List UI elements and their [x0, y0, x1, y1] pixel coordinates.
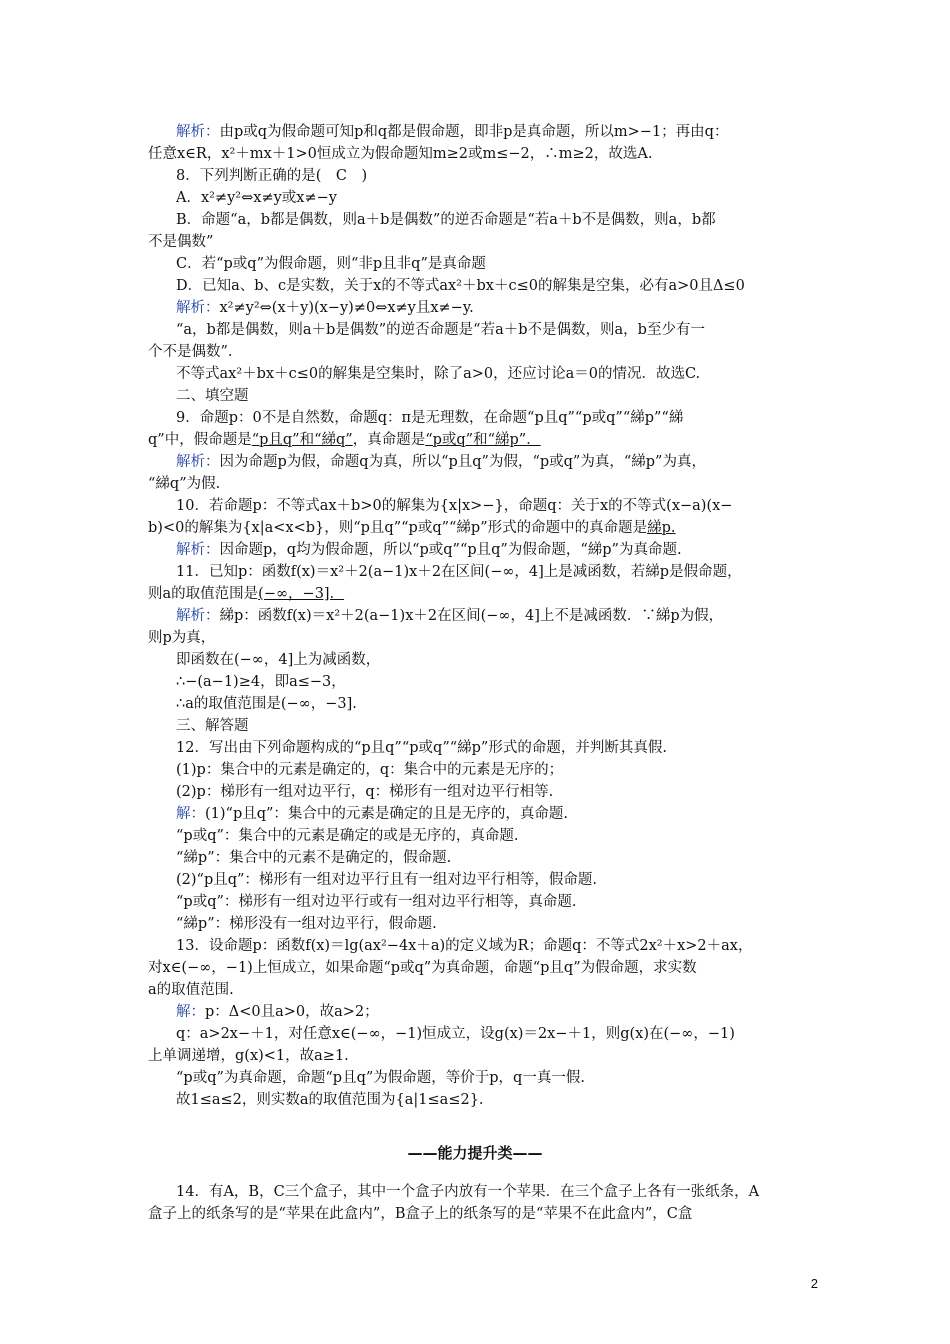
question-14: 14．有A，B，C三个盒子，其中一个盒子内放有一个苹果．在三个盒子上各有一张纸条，A [176, 1184, 760, 1200]
text-line: 不等式ax²＋bx＋c≤0的解集是空集时，除了a>0，还应讨论a＝0的情况．故选C. [176, 366, 701, 382]
answer-blank: “p或q”和“綈p”． [425, 432, 541, 448]
text-line: (2)p：梯形有一组对边平行，q：梯形有一组对边平行相等. [176, 784, 554, 800]
option-b: B．命题“a，b都是偶数，则a＋b是偶数”的逆否命题是“若a＋b不是偶数，则a，b都 [176, 212, 716, 228]
text-line: (1)p：集合中的元素是确定的，q：集合中的元素是无序的； [176, 762, 564, 778]
text-line: 上单调递增，g(x)<1，故a≥1. [148, 1048, 349, 1064]
section-heading: 二、填空题 [176, 388, 249, 404]
answer-blank: 綈p. [647, 520, 676, 536]
text-line: a的取值范围. [148, 982, 234, 998]
text-line: “綈p”：梯形没有一组对边平行，假命题. [176, 916, 437, 932]
option-d: D．已知a、b、c是实数，关于x的不等式ax²＋bx＋c≤0的解集是空集，必有a>0且Δ≤0 [176, 278, 745, 294]
text-line: 个不是偶数”. [148, 344, 233, 360]
question-11: 11．已知p：函数f(x)＝x²＋2(a−1)x＋2在区间(−∞，4]上是减函数，若綈p是假命题， [176, 564, 742, 580]
analysis-label: 解析： [176, 454, 220, 470]
question-10: 10．若命题p：不等式ax＋b>0的解集为{x|x>−}，命题q：关于x的不等式(x−a)(x− [176, 498, 733, 514]
text-line: 解：p：Δ<0且a>0，故a>2； [176, 1004, 379, 1020]
text-line: 对x∈(−∞，−1)上恒成立，如果命题“p或q”为真命题，命题“p且q”为假命题，求实数 [148, 960, 697, 976]
text-line: “p或q”为真命题，命题“p且q”为假命题，等价于p，q一真一假. [176, 1070, 585, 1086]
question-12: 12．写出由下列命题构成的“p且q”“p或q”“綈p”形式的命题，并判断其真假. [176, 740, 667, 756]
option-a: A．x²≠y²⇔x≠y或x≠−y [176, 190, 337, 206]
text-line: 盒子上的纸条写的是“苹果在此盒内”，B盒子上的纸条写的是“苹果不在此盒内”，C盒 [148, 1206, 693, 1222]
text-line: “a，b都是偶数，则a＋b是偶数”的逆否命题是“若a＋b不是偶数，则a，b至少有一 [176, 322, 705, 338]
answer-blank: (−∞，−3]． [258, 586, 345, 602]
text-line: 则p为真， [148, 630, 216, 646]
solution-label: 解： [176, 1004, 205, 1020]
text-line: 解：(1)“p且q”：集合中的元素是确定的且是无序的，真命题. [176, 806, 569, 822]
text-line: (2)“p且q”：梯形有一组对边平行且有一组对边平行相等，假命题. [176, 872, 598, 888]
solution-label: 解： [176, 806, 205, 822]
question-13: 13．设命题p：函数f(x)＝lg(ax²−4x＋a)的定义域为R；命题q：不等式2x²＋x>2＋ax， [176, 938, 753, 954]
analysis-label: 解析： [176, 124, 220, 140]
text-line: 解析：綈p：函数f(x)＝x²＋2(a−1)x＋2在区间(−∞，4]上不是减函数．∵綈p为假， [176, 608, 724, 624]
text-line: 即函数在(−∞，4]上为减函数， [176, 652, 381, 668]
section-heading: 三、解答题 [176, 718, 249, 734]
text-line: q”中，假命题是“p且q”和“綈q”，真命题是“p或q”和“綈p”． [148, 432, 541, 448]
text-line: 不是偶数” [148, 234, 214, 250]
section-title: ——能力提升类—— [407, 1144, 543, 1162]
analysis-label: 解析： [176, 542, 220, 558]
text-line: “綈p”：集合中的元素不是确定的，假命题. [176, 850, 452, 866]
text-line: “綈q”为假. [148, 476, 221, 492]
text-line: 解析：因命题p，q均为假命题，所以“p或q”“p且q”为假命题，“綈p”为真命题. [176, 542, 682, 558]
question-8: 8．下列判断正确的是( C ) [176, 168, 368, 184]
page-number: 2 [810, 1276, 818, 1291]
analysis-label: 解析： [176, 300, 220, 316]
text-line: 故1≤a≤2，则实数a的取值范围为{a|1≤a≤2}. [176, 1092, 484, 1108]
text-line: 则a的取值范围是(−∞，−3]． [148, 586, 345, 602]
text-line: 解析：x²≠y²⇔(x＋y)(x−y)≠0⇔x≠y且x≠−y. [176, 300, 474, 316]
question-9: 9．命题p：0不是自然数，命题q：π是无理数，在命题“p且q”“p或q”“綈p”“綈 [176, 410, 684, 426]
text-line: ∴a的取值范围是(−∞，−3]. [176, 696, 357, 712]
option-c: C．若“p或q”为假命题，则“非p且非q”是真命题 [176, 256, 486, 272]
text-line: 解析：因为命题p为假，命题q为真，所以“p且q”为假，“p或q”为真，“綈p”为真， [176, 454, 706, 470]
text-line: 任意x∈R，x²＋mx＋1>0恒成立为假命题知m≥2或m≤−2，∴m≥2，故选A. [148, 146, 653, 162]
text-line: q：a>2x−＋1，对任意x∈(−∞，−1)恒成立，设g(x)＝2x−＋1，则g(x)在(−∞，−1) [176, 1026, 735, 1042]
answer-blank: “p且q”和“綈q” [251, 432, 353, 448]
text-line: ∴−(a−1)≥4，即a≤−3， [176, 674, 346, 690]
text-line: b)<0的解集为{x|a<x<b}，则“p且q”“p或q”“綈p”形式的命题中的真命题是綈p. [148, 520, 676, 536]
text-line: “p或q”：梯形有一组对边平行或有一组对边平行相等，真命题. [176, 894, 577, 910]
text-line: “p或q”：集合中的元素是确定的或是无序的，真命题. [176, 828, 519, 844]
analysis-label: 解析： [176, 608, 220, 624]
text-line: 解析：由p或q为假命题可知p和q都是假命题，即非p是真命题，所以m>−1；再由q： [176, 124, 729, 140]
